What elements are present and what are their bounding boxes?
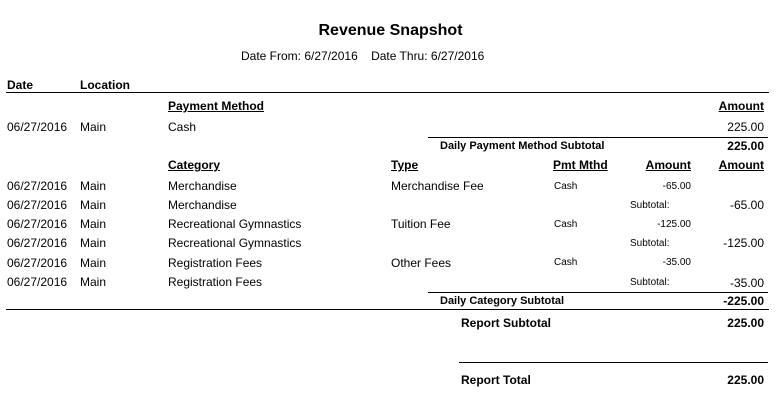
payment-row-location: Main [80,120,107,134]
category-row-pmt: Cash [554,219,578,230]
pmt-mthd-header: Pmt Mthd [553,158,608,172]
category-row-location: Main [80,236,107,250]
category-subtotal-label: Subtotal: [630,238,670,249]
date-from-value: 6/27/2016 [304,49,358,63]
report-title: Revenue Snapshot [318,22,463,39]
category-row-location: Main [80,217,107,231]
category-row-location: Main [80,275,107,289]
category-daily-subtotal-value: -225.00 [723,294,764,308]
payment-subtotal-value: 225.00 [727,139,764,153]
payment-row-method: Cash [168,120,197,134]
category-subtotal-divider [428,292,768,293]
payment-amount-header: Amount [718,99,764,113]
category-row-amount: -125.00 [657,219,691,230]
category-header: Category [168,158,221,172]
payment-method-header: Payment Method [168,99,265,113]
category-row-date: 06/27/2016 [7,236,68,250]
category-subtotal-value: -125.00 [723,236,764,250]
category-row-location: Main [80,256,107,270]
date-range [241,49,484,63]
category-row-date: 06/27/2016 [7,198,68,212]
category-row-pmt: Cash [554,257,578,268]
category-row-type: Merchandise Fee [391,179,484,193]
date-from-label: Date From: [241,49,302,63]
column-header-date: Date [7,78,34,92]
report-subtotal-value: 225.00 [727,316,764,330]
category-row-date: 06/27/2016 [7,179,68,193]
payment-subtotal-divider [428,137,768,138]
category-row-date: 06/27/2016 [7,275,68,289]
category-subtotal-label: Subtotal: [630,277,670,288]
category-row-location: Main [80,179,107,193]
date-thru-label: Date Thru: [371,49,428,63]
payment-row-date: 06/27/2016 [7,120,68,134]
category-daily-subtotal-label: Daily Category Subtotal [440,295,565,307]
payment-subtotal-label: Daily Payment Method Subtotal [440,140,605,152]
payment-row-amount: 225.00 [727,120,764,134]
category-row-pmt: Cash [554,181,578,192]
category-amount-header: Amount [645,158,691,172]
category-row-category: Recreational Gymnastics [168,217,302,231]
category-row-category: Merchandise [168,179,237,193]
category-row-amount: -65.00 [662,181,691,192]
report-subtotal-label: Report Subtotal [461,316,551,330]
report-total-label: Report Total [461,373,531,387]
category-subtotal-value: -65.00 [729,198,764,212]
category-row-location: Main [80,198,107,212]
report-total-divider [459,362,768,363]
category-row-category: Registration Fees [168,275,263,289]
report-total-value: 225.00 [727,373,764,387]
header-divider [6,92,769,93]
date-thru-value: 6/27/2016 [430,49,485,63]
category-row-amount: -35.00 [662,257,691,268]
column-header-location: Location [80,78,130,92]
category-row-date: 06/27/2016 [7,256,68,270]
category-row-category: Merchandise [168,198,237,212]
category-row-category: Registration Fees [168,256,263,270]
section-divider [6,309,769,310]
category-row-date: 06/27/2016 [7,217,68,231]
category-row-type: Other Fees [391,256,452,270]
type-header: Type [391,158,419,172]
category-subtotal-label: Subtotal: [630,200,670,211]
category-row-type: Tuition Fee [391,217,451,231]
category-subtotal-value: -35.00 [729,276,764,290]
category-row-category: Recreational Gymnastics [168,236,302,250]
category-amount2-header: Amount [718,158,764,172]
